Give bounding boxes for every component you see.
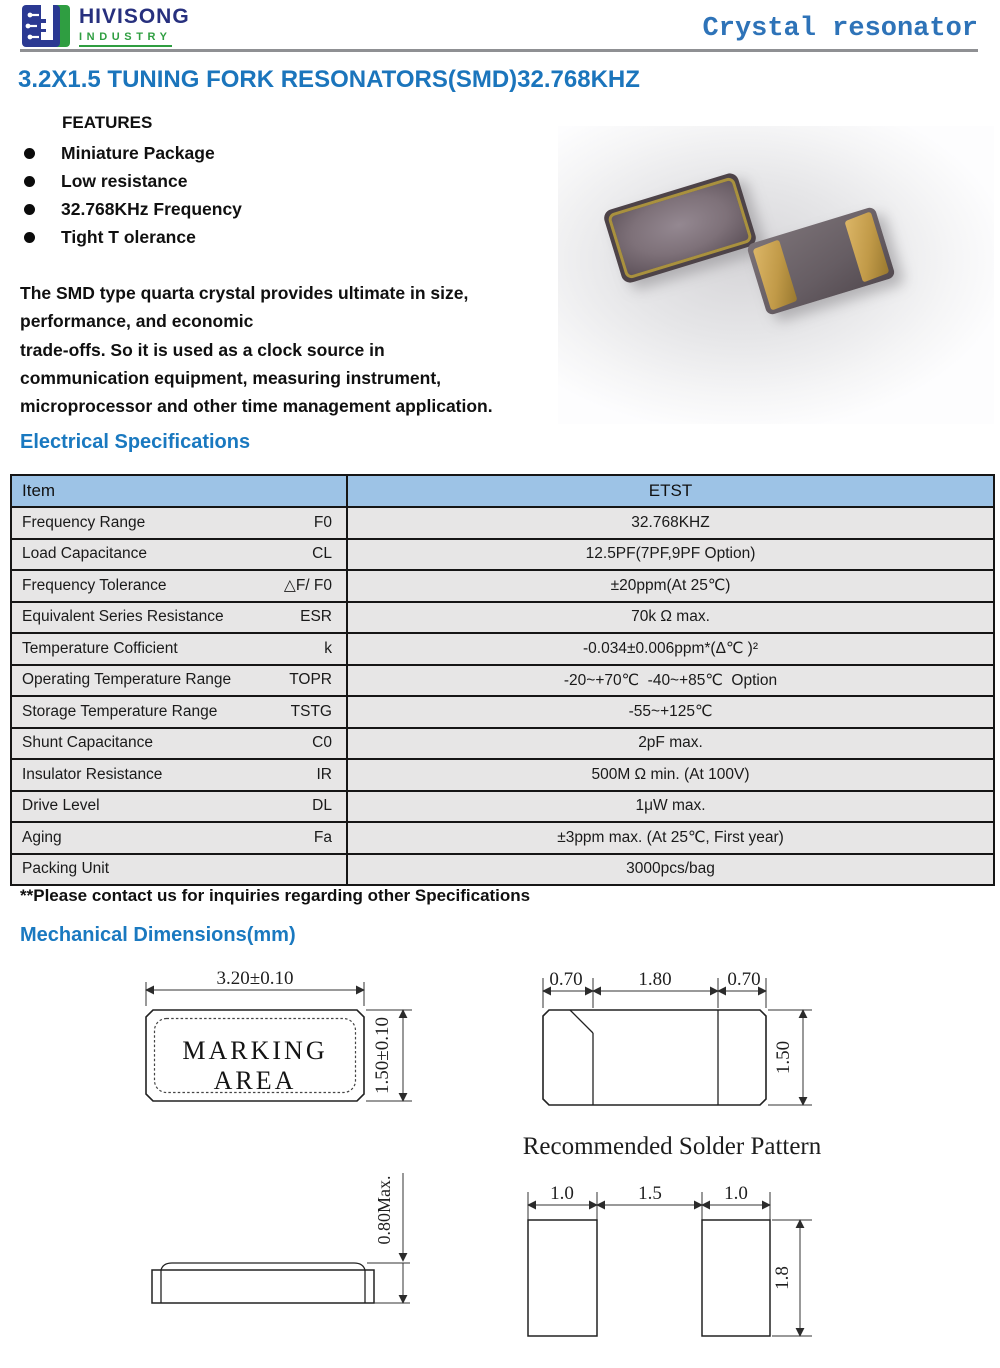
- feature-label: Tight T olerance: [61, 226, 196, 247]
- chip-solder-pad: [753, 239, 798, 310]
- spec-name: Frequency Range: [22, 513, 146, 531]
- dim-pad2-width-label: 1.0: [724, 1183, 748, 1204]
- spec-symbol: F0: [313, 513, 332, 531]
- spec-value: -55~+125℃: [347, 696, 994, 728]
- spec-name: Shunt Capacitance: [22, 734, 153, 752]
- dim-left-pad-label: 0.70: [549, 969, 583, 990]
- bullet-icon: [24, 232, 35, 243]
- description-line: trade-offs. So it is used as a clock source in: [20, 339, 385, 360]
- mechanical-drawings: [0, 958, 1000, 1368]
- mechanical-dimensions-heading: Mechanical Dimensions(mm): [20, 924, 296, 946]
- spec-value: 32.768KHZ: [347, 507, 994, 539]
- table-row: [11, 696, 994, 728]
- description-line: The SMD type quarta crystal provides ultimate in size,: [20, 283, 469, 303]
- description-paragraph: [20, 279, 620, 420]
- spec-symbol: △F/ F0: [283, 577, 332, 595]
- brand-text: [79, 5, 190, 47]
- dim-height-label: 1.50±0.10: [372, 1017, 393, 1094]
- spec-name: Temperature Cofficient: [22, 639, 178, 657]
- table-row: [11, 854, 994, 886]
- spec-name: Packing Unit: [22, 860, 110, 878]
- company-logo: [22, 5, 190, 47]
- dim-body-label: 1.80: [638, 969, 672, 990]
- column-header-item: Item: [11, 475, 347, 507]
- description-line: communication equipment, measuring instrument,: [20, 367, 442, 388]
- table-row: [11, 665, 994, 697]
- feature-item: [24, 169, 187, 193]
- table-row: [11, 728, 994, 760]
- table-row: [11, 602, 994, 634]
- spec-symbol: k: [324, 639, 332, 657]
- electrical-specs-heading: Electrical Specifications: [20, 431, 251, 453]
- marking-area-label-line1: MARKING: [182, 1036, 328, 1065]
- column-header-etst: ETST: [347, 475, 994, 507]
- dim-right-pad-label: 0.70: [727, 969, 761, 990]
- spec-value: 2pF max.: [347, 728, 994, 760]
- table-row: [11, 791, 994, 823]
- spec-symbol: ESR: [300, 608, 332, 626]
- bullet-icon: [24, 204, 35, 215]
- spec-value: -0.034±0.006ppm*(Δ℃ )²: [347, 633, 994, 665]
- table-row: [11, 539, 994, 571]
- bullet-icon: [24, 176, 35, 187]
- package-land-view-drawing: [543, 969, 812, 1105]
- feature-label: 32.768KHz Frequency: [61, 198, 242, 219]
- spec-value: ±3ppm max. (At 25℃, First year): [347, 822, 994, 854]
- dim-pad1-width-label: 1.0: [550, 1183, 574, 1204]
- solder-pattern-heading: Recommended Solder Pattern: [522, 1133, 822, 1160]
- logo-icon: [22, 5, 70, 47]
- dim-width-label: 3.20±0.10: [216, 968, 294, 989]
- table-row: [11, 759, 994, 791]
- spec-value: ±20ppm(At 25℃): [347, 570, 994, 602]
- spec-name: Insulator Resistance: [22, 765, 163, 783]
- spec-value: 12.5PF(7PF,9PF Option): [347, 539, 994, 571]
- spec-name: Equivalent Series Resistance: [22, 608, 224, 626]
- product-photo: [558, 126, 994, 424]
- features-heading: FEATURES: [62, 113, 153, 132]
- table-row: [11, 633, 994, 665]
- document-type-label: Crystal resonator: [702, 14, 978, 44]
- spec-name: Storage Temperature Range: [22, 702, 218, 720]
- table-row: [11, 570, 994, 602]
- spec-symbol: TOPR: [289, 671, 332, 689]
- spec-value: 3000pcs/bag: [347, 854, 994, 886]
- electrical-specs-table: [10, 474, 995, 886]
- spec-name: Frequency Tolerance: [22, 576, 167, 594]
- marking-area-label-line2: AREA: [213, 1066, 297, 1095]
- page-title: 3.2X1.5 TUNING FORK RESONATORS(SMD)32.768KHZ: [18, 66, 640, 93]
- spec-symbol: TSTG: [290, 702, 332, 720]
- dim-pad-height-label: 1.8: [772, 1266, 793, 1290]
- feature-label: Low resistance: [61, 170, 188, 191]
- chip-lid: [607, 176, 753, 280]
- description-line: performance, and economic: [20, 311, 254, 332]
- package-side-view-drawing: [152, 1173, 410, 1303]
- header-divider: [20, 49, 978, 52]
- table-row: [11, 507, 994, 539]
- spec-name: Operating Temperature Range: [22, 671, 232, 689]
- dim-gap-label: 1.5: [638, 1183, 662, 1204]
- solder-pattern-drawing: [528, 1183, 812, 1336]
- description-line: microprocessor and other time management application.: [20, 396, 493, 417]
- crystal-chip-top-view: [602, 171, 758, 285]
- table-footnote: **Please contact us for inquiries regarding other Specifications: [20, 886, 531, 905]
- spec-symbol: IR: [316, 765, 332, 783]
- spec-name: Aging: [22, 828, 62, 846]
- spec-value: 1μW max.: [347, 791, 994, 823]
- dim-side-height-label: 0.80Max.: [374, 1175, 394, 1245]
- brand-subtitle: INDUSTRY: [79, 31, 172, 47]
- feature-item: [24, 141, 215, 165]
- spec-symbol: DL: [312, 797, 332, 815]
- spec-symbol: C0: [312, 734, 332, 752]
- spec-symbol: Fa: [313, 828, 332, 846]
- spec-value: 500M Ω min. (At 100V): [347, 759, 994, 791]
- spec-name: Drive Level: [22, 797, 100, 815]
- spec-name: Load Capacitance: [22, 545, 147, 563]
- crystal-chip-bottom-view: [746, 206, 896, 316]
- feature-item: [24, 225, 196, 249]
- spec-value: 70k Ω max.: [347, 602, 994, 634]
- feature-item: [24, 197, 242, 221]
- brand-name: HIVISONG: [79, 5, 190, 28]
- bullet-icon: [24, 148, 35, 159]
- table-header-row: [11, 475, 994, 507]
- spec-symbol: CL: [312, 545, 332, 563]
- spec-value: -20~+70℃ -40~+85℃ Option: [347, 665, 994, 697]
- dim-land-height-label: 1.50: [773, 1040, 794, 1075]
- package-top-view-drawing: [146, 968, 412, 1101]
- chip-solder-pad: [844, 211, 889, 282]
- feature-label: Miniature Package: [61, 142, 215, 163]
- table-row: [11, 822, 994, 854]
